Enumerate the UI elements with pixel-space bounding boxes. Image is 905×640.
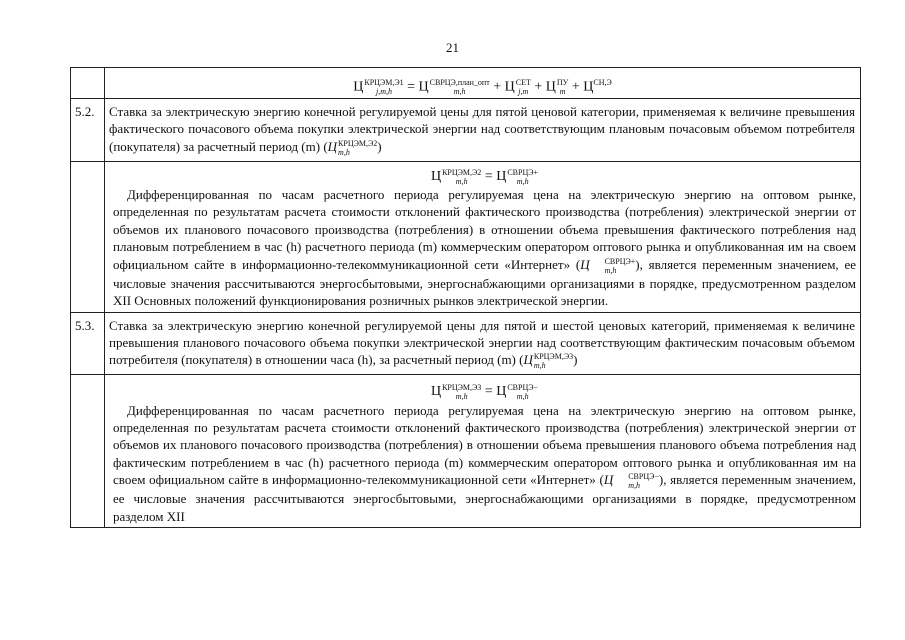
formula-e1-lhs-sup: КРЦЭМ,Э1 bbox=[364, 78, 404, 88]
formula-e3-lhs-sub: m,h bbox=[455, 392, 468, 402]
formula-e1-term-symbol: Ц bbox=[583, 79, 594, 95]
formula-e1-term-sub: m bbox=[559, 87, 566, 97]
formula-e1-op: + bbox=[493, 79, 502, 95]
formula-e1-op: + bbox=[571, 79, 580, 95]
heading-symbol-5-3 bbox=[523, 352, 574, 371]
formula-e2-equals: = bbox=[484, 169, 493, 185]
section-body-cell-5-2 bbox=[105, 161, 861, 312]
symbol-char: Ц bbox=[523, 352, 533, 368]
formula-e2-lhs-sup: КРЦЭМ,Э2 bbox=[442, 167, 482, 177]
formula-e1 bbox=[105, 68, 860, 98]
formula-e1-term-sub: m,h bbox=[453, 87, 466, 97]
section-heading-cell-5-2 bbox=[105, 99, 861, 162]
formula-e3-rhs-sub: m,h bbox=[516, 392, 529, 402]
heading-symbol-sup: КРЦЭМ,Э2 bbox=[338, 138, 378, 148]
formula-e1-op: = bbox=[407, 79, 416, 95]
heading-close-paren: ) bbox=[573, 352, 578, 368]
symbol-char: Ц bbox=[327, 138, 338, 154]
description-symbol-sub: m,h bbox=[628, 481, 640, 491]
symbol-char: Ц bbox=[603, 472, 614, 488]
description-symbol-sub: m,h bbox=[604, 265, 617, 275]
regulation-table bbox=[70, 67, 861, 528]
formula-e1-term-symbol: Ц bbox=[545, 79, 556, 95]
description-text: Дифференцированная по часам расчетного периода регулируемая цена на электрическую энергию на оптовом рынке, определенная по результатам расчета стоимости отклонений фактического производства (потребления) электрической энергии от объемов их планового почасового производства (потребления) в отношении объема превышения планового объема потребления над фактическим потреблением в час (h) расчетного периода (m) коммерческим оператором оптового рынка и опубликованная им на своем официальном сайте в информационно-телекоммуникационной сети «Интернет» ( bbox=[113, 402, 856, 488]
formula-e2 bbox=[113, 162, 856, 186]
formula-e1-term-sup: СН,Э bbox=[593, 78, 612, 87]
formula-e3-rhs-symbol: Ц bbox=[496, 384, 507, 400]
formula-e1-term-sub: j,m bbox=[518, 87, 529, 97]
section-description-5-2 bbox=[113, 186, 856, 309]
formula-e1-term-sup: СВРЦЭ,план_опт bbox=[429, 78, 490, 88]
section-row-5-2 bbox=[71, 99, 861, 162]
formula-e1-term-sup: СЕТ bbox=[515, 78, 531, 88]
number-cell-empty bbox=[71, 161, 105, 312]
formula-e2-rhs-sup: СВРЦЭ+ bbox=[507, 167, 539, 177]
number-cell-empty bbox=[71, 68, 105, 99]
section-number-5-2: 5.2. bbox=[71, 99, 105, 162]
formula-e3-lhs-symbol: Ц bbox=[430, 384, 442, 400]
formula-e3-rhs-sup: СВРЦЭ− bbox=[507, 383, 539, 393]
section-heading-cell-5-3 bbox=[105, 312, 861, 375]
formula-e2-lhs-sub: m,h bbox=[455, 176, 468, 186]
section-body-row-5-2 bbox=[71, 161, 861, 312]
section-heading-text: Ставка за электрическую энергию конечной регулируемой цены для пятой и шестой ценовых категорий, применяемая к величине превышения планового почасового объема покупки электрической энергии над соответствующим фактическим почасовым объемом потребителя (покупателя) в отношении часа (h), за расчетный период (m) ( bbox=[109, 317, 855, 368]
formula-cell-e1 bbox=[105, 68, 861, 99]
number-cell-empty bbox=[71, 375, 105, 528]
section-heading-5-2 bbox=[109, 103, 855, 157]
section-heading-5-3 bbox=[109, 317, 855, 371]
formula-e3 bbox=[113, 375, 856, 401]
formula-e1-term-sup: ПУ bbox=[556, 78, 569, 88]
page-number: 21 bbox=[446, 40, 459, 55]
section-body-row-5-3 bbox=[71, 375, 861, 528]
formula-e1-term-symbol: Ц bbox=[504, 79, 515, 95]
symbol-char: Ц bbox=[580, 256, 590, 272]
section-body-cell-5-3 bbox=[105, 375, 861, 528]
section-row-5-3 bbox=[71, 312, 861, 375]
description-symbol-5-3 bbox=[603, 472, 659, 491]
description-symbol-sup: СВРЦЭ+ bbox=[604, 256, 636, 266]
section-description-5-3 bbox=[113, 402, 856, 525]
heading-symbol-5-2 bbox=[327, 138, 378, 157]
heading-symbol-sub: m,h bbox=[338, 147, 350, 157]
heading-close-paren: ) bbox=[377, 138, 382, 154]
description-symbol-sup: СВРЦЭ− bbox=[628, 472, 659, 482]
heading-symbol-sub: m,h bbox=[533, 361, 546, 371]
heading-symbol-sup: КРЦЭМ,Э3 bbox=[533, 352, 574, 362]
formula-row-e1 bbox=[71, 68, 861, 99]
description-text-tail: ), является переменным значением, ее числовые значения рассчитываются энергосбытовыми, энергоснабжающими организациями в порядке, предусмотренном разделом XII Основных положений функционирования розничных рынков электрической энергии. bbox=[113, 256, 856, 309]
section-number-5-3: 5.3. bbox=[71, 312, 105, 375]
formula-e1-term-symbol: Ц bbox=[418, 79, 429, 95]
formula-e2-lhs-symbol: Ц bbox=[430, 169, 442, 185]
formula-e1-op: + bbox=[534, 79, 543, 95]
formula-e3-lhs-sup: КРЦЭМ,Э3 bbox=[442, 383, 482, 393]
description-symbol-5-2 bbox=[580, 256, 636, 275]
formula-e2-rhs-symbol: Ц bbox=[496, 169, 507, 185]
description-text-tail: ), является переменным значением, ее числовые значения рассчитываются энергосбытовыми, энергоснабжающими организациями в порядке, предусмотренном разделом XII bbox=[113, 472, 856, 524]
formula-e2-rhs-sub: m,h bbox=[516, 176, 529, 186]
formula-e1-lhs-sub: j,m,h bbox=[375, 87, 392, 97]
section-heading-text: Ставка за электрическую энергию конечной регулируемой цены для пятой ценовой категории, применяемая к величине превышения фактического почасового объема покупки электрической энергии над соответствующим плановым почасовым объемом потребителя (покупателя) за расчетный период (m) ( bbox=[109, 104, 855, 154]
formula-e3-equals: = bbox=[484, 384, 493, 400]
description-text: Дифференцированная по часам расчетного периода регулируемая цена на электрическую энергию на оптовом рынке, определенная по результатам расчета стоимости отклонений фактического производства (потребления) электрической энергии от объемов их планового почасового производства (потребления) в отношении объема превышения фактического потребления над плановым потреблением в час (h) расчетного периода (m) коммерческим оператором оптового рынка и опубликованная им на своем официальном сайте в информационно-телекоммуникационной сети «Интернет» ( bbox=[113, 187, 856, 272]
formula-e1-lhs-symbol: Ц bbox=[353, 79, 364, 95]
